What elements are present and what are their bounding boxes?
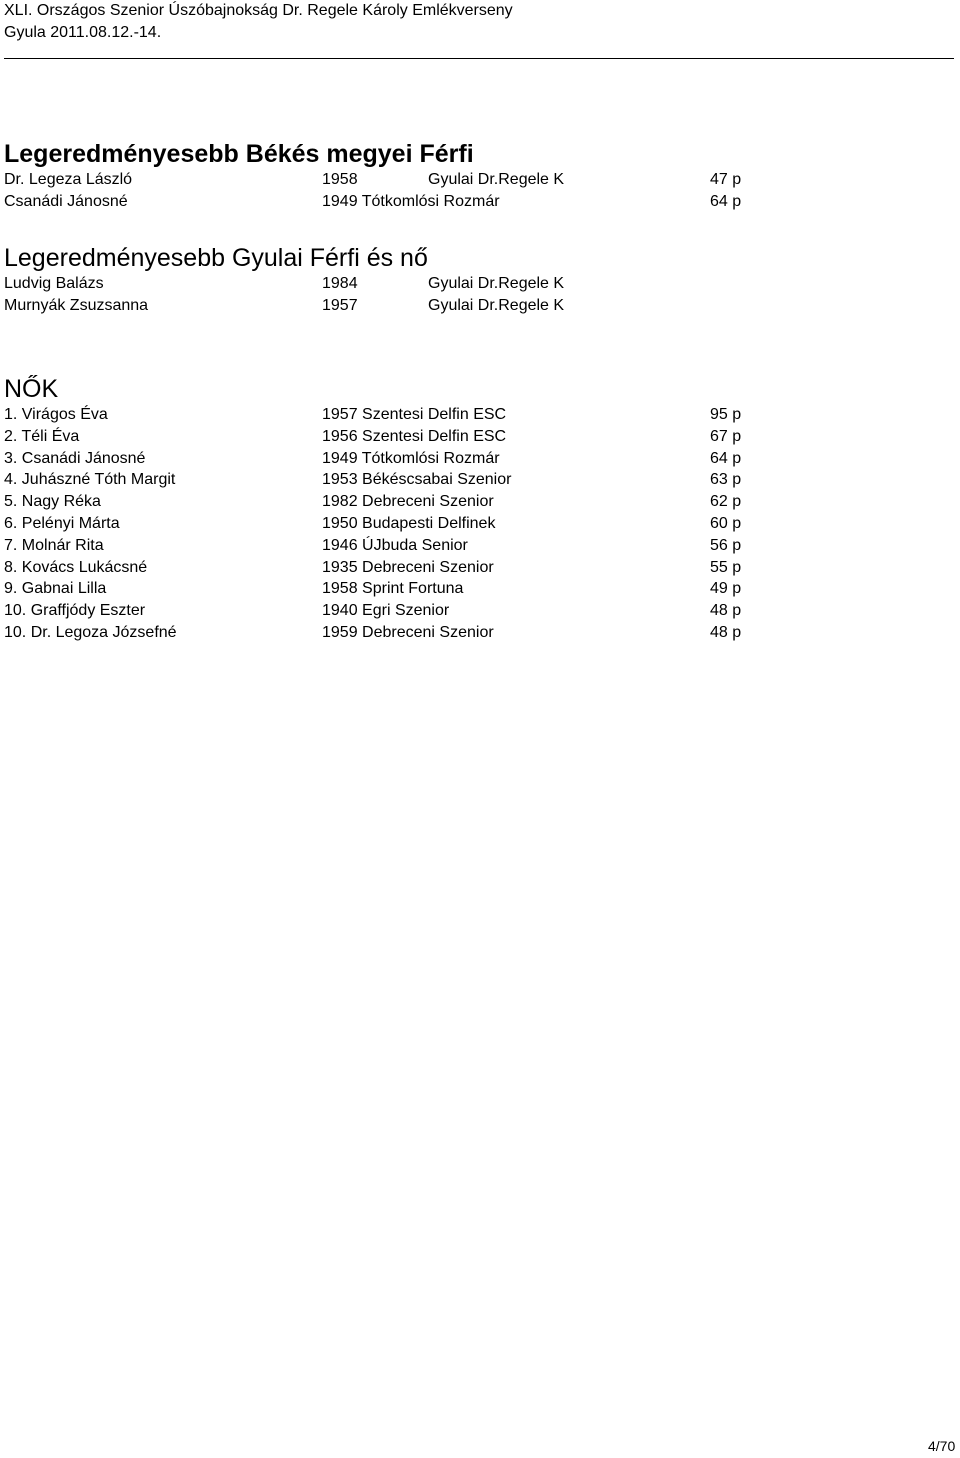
points: 47 p xyxy=(710,171,742,188)
year-and-club: 1953 Békéscsabai Szenior xyxy=(322,471,512,489)
year-and-club: 1949 Tótkomlósi Rozmár xyxy=(322,192,500,210)
club-name: Gyulai Dr.Regele K xyxy=(428,171,565,188)
ranking-row xyxy=(4,469,954,491)
competitor-name: Dr. Legeza László xyxy=(4,171,133,188)
result-row xyxy=(4,273,954,295)
competitor-name: Ludvig Balázs xyxy=(4,275,104,292)
ranking-row xyxy=(4,578,954,600)
competitor-name: 2. Téli Éva xyxy=(4,427,80,445)
year-and-club: 1946 ÚJbuda Senior xyxy=(322,536,468,554)
ranking-row xyxy=(4,426,954,448)
year-and-club: 1940 Egri Szenior xyxy=(322,602,450,620)
points: 48 p xyxy=(710,602,742,620)
page-number: 4/70 xyxy=(928,1438,956,1454)
ranking-row xyxy=(4,404,954,426)
document-title: XLI. Országos Szenior Úszóbajnokság Dr. Regele Károly Emlékverseny xyxy=(4,2,513,19)
competitor-name: 4. Juhászné Tóth Margit xyxy=(4,471,176,489)
competitor-name: 10. Graffjódy Eszter xyxy=(4,602,146,620)
ranking-row xyxy=(4,448,954,470)
ranking-row xyxy=(4,557,954,579)
section-title: Legeredményesebb Békés megyei Férfi xyxy=(4,140,474,168)
competitor-name: 8. Kovács Lukácsné xyxy=(4,558,148,576)
ranking-row xyxy=(4,491,954,513)
birth-year: 1957 xyxy=(322,296,358,314)
year-and-club: 1956 Szentesi Delfin ESC xyxy=(322,427,507,445)
bekes-men-section xyxy=(4,139,954,213)
points: 67 p xyxy=(710,427,742,445)
year-and-club: 1958 Sprint Fortuna xyxy=(322,580,464,598)
header-divider xyxy=(4,58,954,59)
result-row xyxy=(4,169,954,191)
competitor-name: 3. Csanádi Jánosné xyxy=(4,449,146,467)
year-and-club: 1935 Debreceni Szenior xyxy=(322,558,494,576)
competitor-name: 10. Dr. Legoza Józsefné xyxy=(4,623,177,641)
points: 48 p xyxy=(710,623,742,641)
competitor-name: 9. Gabnai Lilla xyxy=(4,580,107,598)
birth-year: 1984 xyxy=(322,275,358,292)
points: 95 p xyxy=(710,406,742,423)
ranking-row xyxy=(4,600,954,622)
points: 64 p xyxy=(710,449,742,467)
ranking-row xyxy=(4,513,954,535)
club-name: Gyulai Dr.Regele K xyxy=(428,275,565,292)
section-title: Legeredményesebb Gyulai Férfi és nő xyxy=(4,244,428,272)
women-section xyxy=(4,374,954,644)
competitor-name: 6. Pelényi Márta xyxy=(4,514,120,532)
points: 64 p xyxy=(710,192,742,210)
competitor-name: Murnyák Zsuzsanna xyxy=(4,296,149,314)
year-and-club: 1959 Debreceni Szenior xyxy=(322,623,494,641)
year-and-club: 1950 Budapesti Delfinek xyxy=(322,514,496,532)
year-and-club: 1949 Tótkomlósi Rozmár xyxy=(322,449,500,467)
document-subtitle: Gyula 2011.08.12.-14. xyxy=(4,24,162,41)
page-header xyxy=(4,0,954,44)
section-title: NŐK xyxy=(4,375,59,403)
competitor-name: 5. Nagy Réka xyxy=(4,493,101,511)
points: 60 p xyxy=(710,514,742,532)
ranking-row xyxy=(4,535,954,557)
birth-year: 1958 xyxy=(322,171,358,188)
result-row xyxy=(4,191,954,213)
points: 62 p xyxy=(710,493,742,511)
points: 63 p xyxy=(710,471,742,489)
points: 49 p xyxy=(710,580,742,598)
result-row xyxy=(4,295,954,317)
competitor-name: 7. Molnár Rita xyxy=(4,536,104,554)
ranking-row xyxy=(4,622,954,644)
competitor-name: Csanádi Jánosné xyxy=(4,192,128,210)
club-name: Gyulai Dr.Regele K xyxy=(428,296,565,314)
points: 56 p xyxy=(710,536,742,554)
competitor-name: 1. Virágos Éva xyxy=(4,406,108,423)
gyula-men-women-section xyxy=(4,243,954,317)
year-and-club: 1982 Debreceni Szenior xyxy=(322,493,494,511)
year-and-club: 1957 Szentesi Delfin ESC xyxy=(322,406,507,423)
points: 55 p xyxy=(710,558,742,576)
